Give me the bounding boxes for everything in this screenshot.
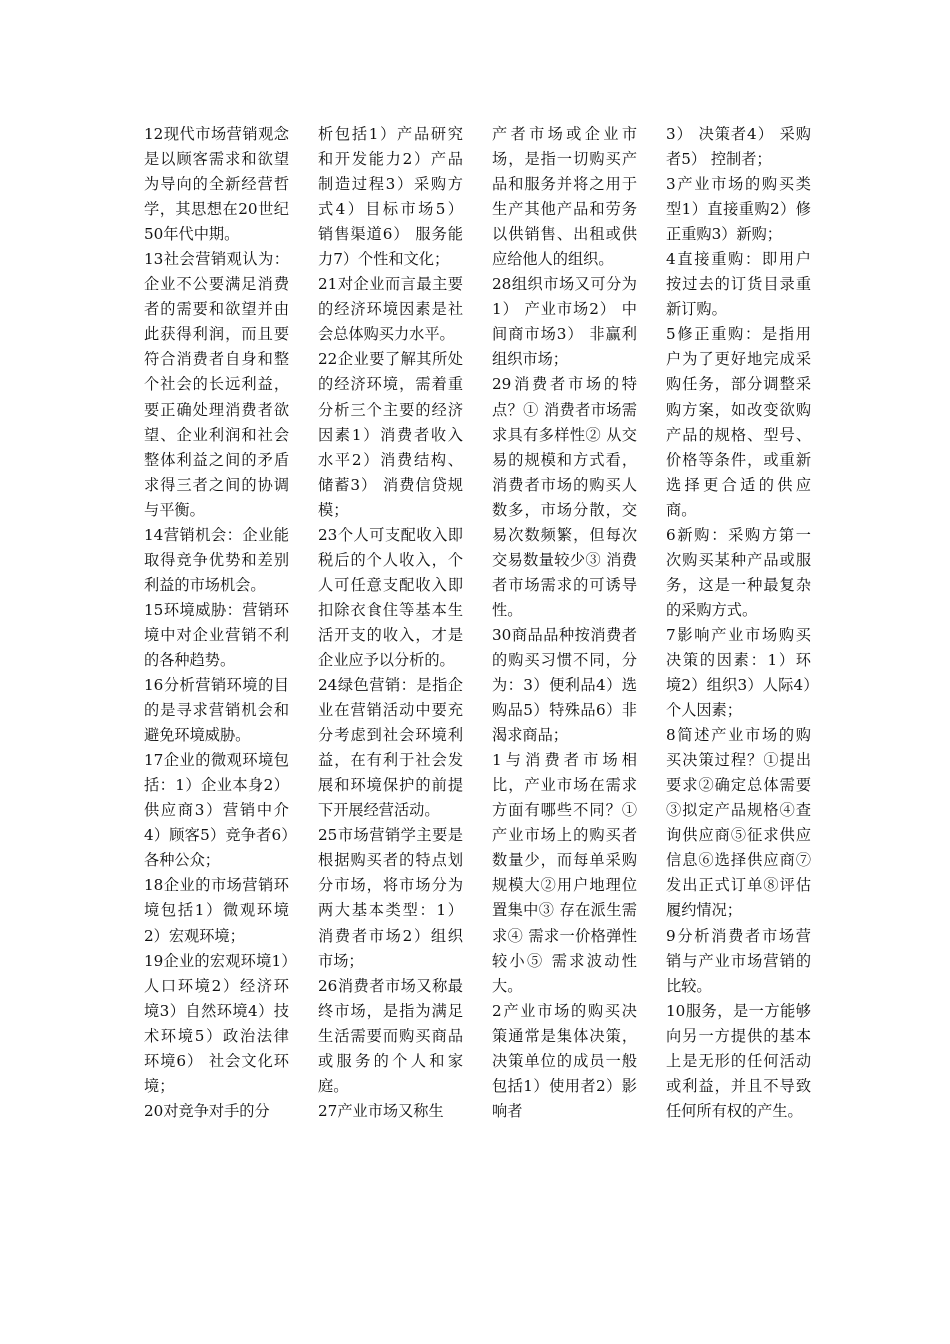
paragraph: 21对企业而言最主要的经济环境因素是社会总体购买力水平。 <box>318 275 463 344</box>
paragraph: 6新购：采购方第一次购买某种产品或服务，这是一种最复杂的采购方式。 <box>666 525 811 619</box>
paragraph: 10服务，是一方能够向另一方提供的基本上是无形的任何活动或利益，并且不导致任何所有权的产生。 <box>666 1001 811 1120</box>
paragraph: 27产业市场又称生 <box>318 1101 444 1120</box>
paragraph: 12现代市场营销观念是以顾客需求和欲望为导向的全新经营哲学，其思想在20世纪50年代中期。 <box>144 125 289 244</box>
paragraph: 23个人可支配收入即税后的个人收入，个人可任意支配收入即扣除衣食住等基本生活开支的收入，才是企业应予以分析的。 <box>318 525 463 669</box>
paragraph: 24绿色营销：是指企业在营销活动中要充分考虑到社会环境利益，在有利于社会发展和环境保护的前提下开展经营活动。 <box>318 676 463 820</box>
paragraph: 15环境威胁：营销环境中对企业营销不利的各种趋势。 <box>144 600 289 669</box>
paragraph: 9分析消费者市场营销与产业市场营销的比较。 <box>666 926 811 995</box>
paragraph: 1与消费者市场相比，产业市场在需求方面有哪些不同？① 产业市场上的购买者数量少，而每单采购规模大②用户地理位置集中③ 存在派生需求④ 需求一价格弹性较小⑤ 需求波动性大。 <box>492 751 637 995</box>
paragraph: 20对竞争对手的分 <box>144 1101 270 1120</box>
paragraph: 3） 决策者4） 采购者5） 控制者； <box>666 125 811 169</box>
text-column-3 <box>492 122 637 1124</box>
paragraph: 30商品品种按消费者的购买习惯不同，分为：3）便利品4）选购品5）特殊品6）非渴求商品； <box>492 625 637 745</box>
paragraph: 析包括1）产品研究和开发能力2）产品制造过程3）采购方式4）目标市场5） 销售渠道6） 服务能力7）个性和文化； <box>318 125 463 269</box>
paragraph: 26消费者市场又称最终市场，是指为满足生活需要而购买商品或服务的个人和家庭。 <box>318 976 463 1095</box>
text-column-1 <box>144 122 289 1124</box>
text-column-4 <box>666 122 811 1124</box>
paragraph: 25市场营销学主要是根据购买者的特点划分市场，将市场分为两大基本类型：1） 消费者市场2）组织市场； <box>318 826 463 970</box>
paragraph: 5修正重购：是指用户为了更好地完成采购任务，部分调整采购方案，如改变欲购产品的规格、型号、价格等条件，或重新选择更合适的供应商。 <box>666 325 811 519</box>
paragraph: 7影响产业市场购买决策的因素：1）环境2）组织3）人际4）个人因素； <box>666 625 811 720</box>
paragraph: 3产业市场的购买类型1）直接重购2）修正重购3）新购； <box>666 175 811 244</box>
paragraph: 28组织市场又可分为1） 产业市场2） 中间商市场3） 非赢利组织市场； <box>492 275 637 369</box>
paragraph: 29消费者市场的特点？① 消费者市场需求具有多样性② 从交易的规模和方式看，消费者市场的购买人数多，市场分散，交易次数频繁，但每次交易数量较少③ 消费者市场需求的可诱导性。 <box>492 375 637 619</box>
paragraph: 18企业的市场营销环境包括1）微观环境2）宏观环境； <box>144 876 289 945</box>
paragraph: 8简述产业市场的购买决策过程？①提出要求②确定总体需要③拟定产品规格④查询供应商⑤征求供应信息⑥选择供应商⑦发出正式订单⑧评估履约情况； <box>666 726 811 920</box>
paragraph: 产者市场或企业市场，是指一切购买产品和服务并将之用于生产其他产品和劳务以供销售、出租或供应给他人的组织。 <box>492 125 637 269</box>
paragraph: 19企业的宏观环境1）人口环境2）经济环境3）自然环境4）技术环境5）政治法律环境6） 社会文化环境； <box>144 951 289 1095</box>
paragraph: 13社会营销观认为：企业不公要满足消费者的需要和欲望并由此获得利润，而且要符合消费者自身和整个社会的长远利益，要正确处理消费者欲望、企业利润和社会整体利益之间的矛盾求得三者之间的协调与平衡。 <box>144 250 289 519</box>
paragraph: 22企业要了解其所处的经济环境，需着重分析三个主要的经济因素1）消费者收入水平2）消费结构、储蓄3） 消费信贷规模； <box>318 350 463 519</box>
paragraph: 2产业市场的购买决策通常是集体决策，决策单位的成员一般包括1）使用者2）影响者 <box>492 1001 637 1120</box>
paragraph: 16分析营销环境的目的是寻求营销机会和避免环境威胁。 <box>144 676 289 745</box>
paragraph: 17企业的微观环境包括：1）企业本身2）供应商3）营销中介4）顾客5）竞争者6）各种公众； <box>144 751 289 870</box>
paragraph: 4直接重购：即用户按过去的订货目录重新订购。 <box>666 250 811 319</box>
paragraph: 14营销机会：企业能取得竞争优势和差别利益的市场机会。 <box>144 525 289 594</box>
text-column-2 <box>318 122 463 1124</box>
